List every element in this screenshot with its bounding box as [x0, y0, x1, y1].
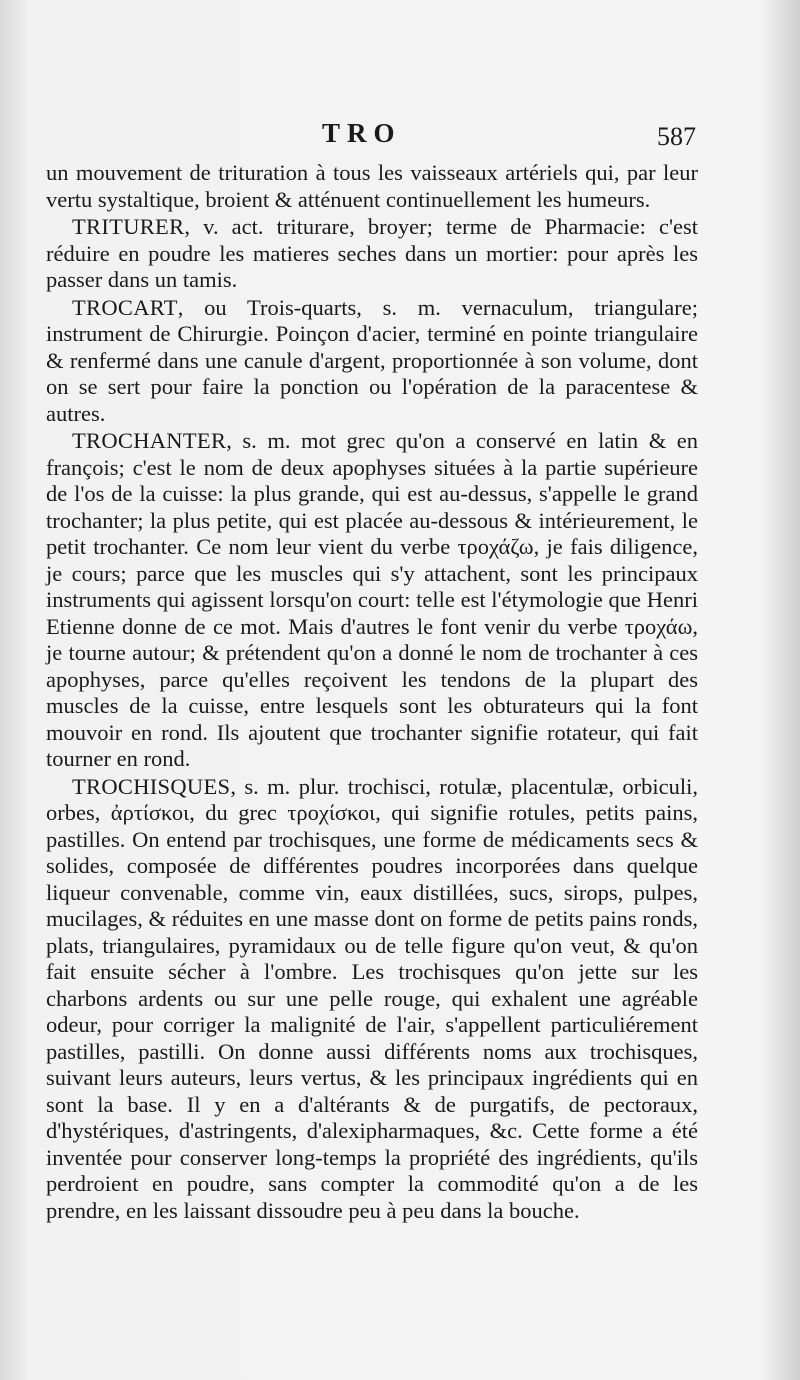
entry-triturer: [46, 214, 698, 294]
entry-trocart: [46, 295, 698, 428]
entry-headword: TROCHISQUES: [72, 773, 231, 799]
page-number: 587: [657, 122, 696, 151]
entry-text: , v. act. triturare, broyer; terme de Pharmacie: c'est réduire en poudre les matieres seches dans un mortier: pour après les passer dans un tamis.: [46, 214, 698, 292]
page-header: [0, 118, 800, 152]
entry-headword: TRITURER: [72, 214, 185, 239]
entry-headword: TROCART: [72, 294, 178, 320]
entry-trochanter: [46, 428, 698, 773]
entry-text: , ou Trois-quarts, s. m. vernaculum, triangulare; instrument de Chirurgie. Poinçon d'acier, terminé en pointe triangulaire & renfermé dans une canule d'argent, proportionnée à son volume, dont on se sert pour faire la ponction ou l'opération de la paracentese & autres.: [46, 294, 698, 426]
entry-trochisques: [46, 774, 698, 1225]
page-body: [46, 160, 698, 1224]
entry-headword: TROCHANTER: [72, 428, 227, 453]
entry-text: , s. m. mot grec qu'on a conservé en latin & en françois; c'est le nom de deux apophyses situées à la partie supérieure de l'os de la cuisse: la plus grande, qui est au-dessus, s'appelle le grand trochanter; la plus petite, qui est placée au-dessous & intérieurement, le petit trochanter. Ce nom leur vient du verbe τροχάζω, je fais diligence, je cours; parce que les muscles qui s'y attachent, sont les principaux instruments qui agissent lorsqu'on court: telle est l'étymologie que Henri Etienne donne de ce mot. Mais d'autres le font venir du verbe τροχάω, je tourne autour; & prétendent qu'on a donné le nom de trochanter à ces apophyses, parce qu'elles reçoivent les tendons de la plupart des muscles de la cuisse, entre lesquels sont les obturateurs qui la font mouvoir en rond. Ils ajoutent que trochanter signifie rotateur, qui fait tourner en rond.: [46, 428, 698, 771]
entry-continuation: [46, 160, 698, 213]
running-head: TRO: [322, 118, 402, 148]
entry-text: un mouvement de trituration à tous les vaisseaux artériels qui, par leur vertu systaltique, broient & atténuent continuellement les humeurs.: [46, 160, 698, 212]
entry-text: , s. m. plur. trochisci, rotulæ, placentulæ, orbiculi, orbes, ἀρτίσκοι, du grec τροχίσκοι, qui signifie rotules, petits pains, pastilles. On entend par trochisques, une forme de médicaments secs & solides, composée de différentes poudres incorporées dans quelque liqueur convenable, comme vin, eaux distillées, sucs, sirops, pulpes, mucilages, & réduites en une masse dont on forme de petits pains ronds, plats, triangulaires, pyramidaux ou de telle figure qu'on veut, & qu'on fait ensuite sécher à l'ombre. Les trochisques qu'on jette sur les charbons ardents ou sur une pelle rouge, qui exhalent une agréable odeur, pour corriger la malignité de l'air, s'appellent particuliérement pastilles, pastilli. On donne aussi différents noms aux trochisques, suivant leurs auteurs, leurs vertus, & les principaux ingrédients qui en sont la base. Il y en a d'altérants & de purgatifs, de pectoraux, d'hystériques, d'astringents, d'alexipharmaques, &c. Cette forme a été inventée pour conserver long-temps la propriété des ingrédients, qu'ils perdroient en poudre, sans compter la commodité qu'on a de les prendre, en les laissant dissoudre peu à peu dans la bouche.: [46, 773, 698, 1223]
